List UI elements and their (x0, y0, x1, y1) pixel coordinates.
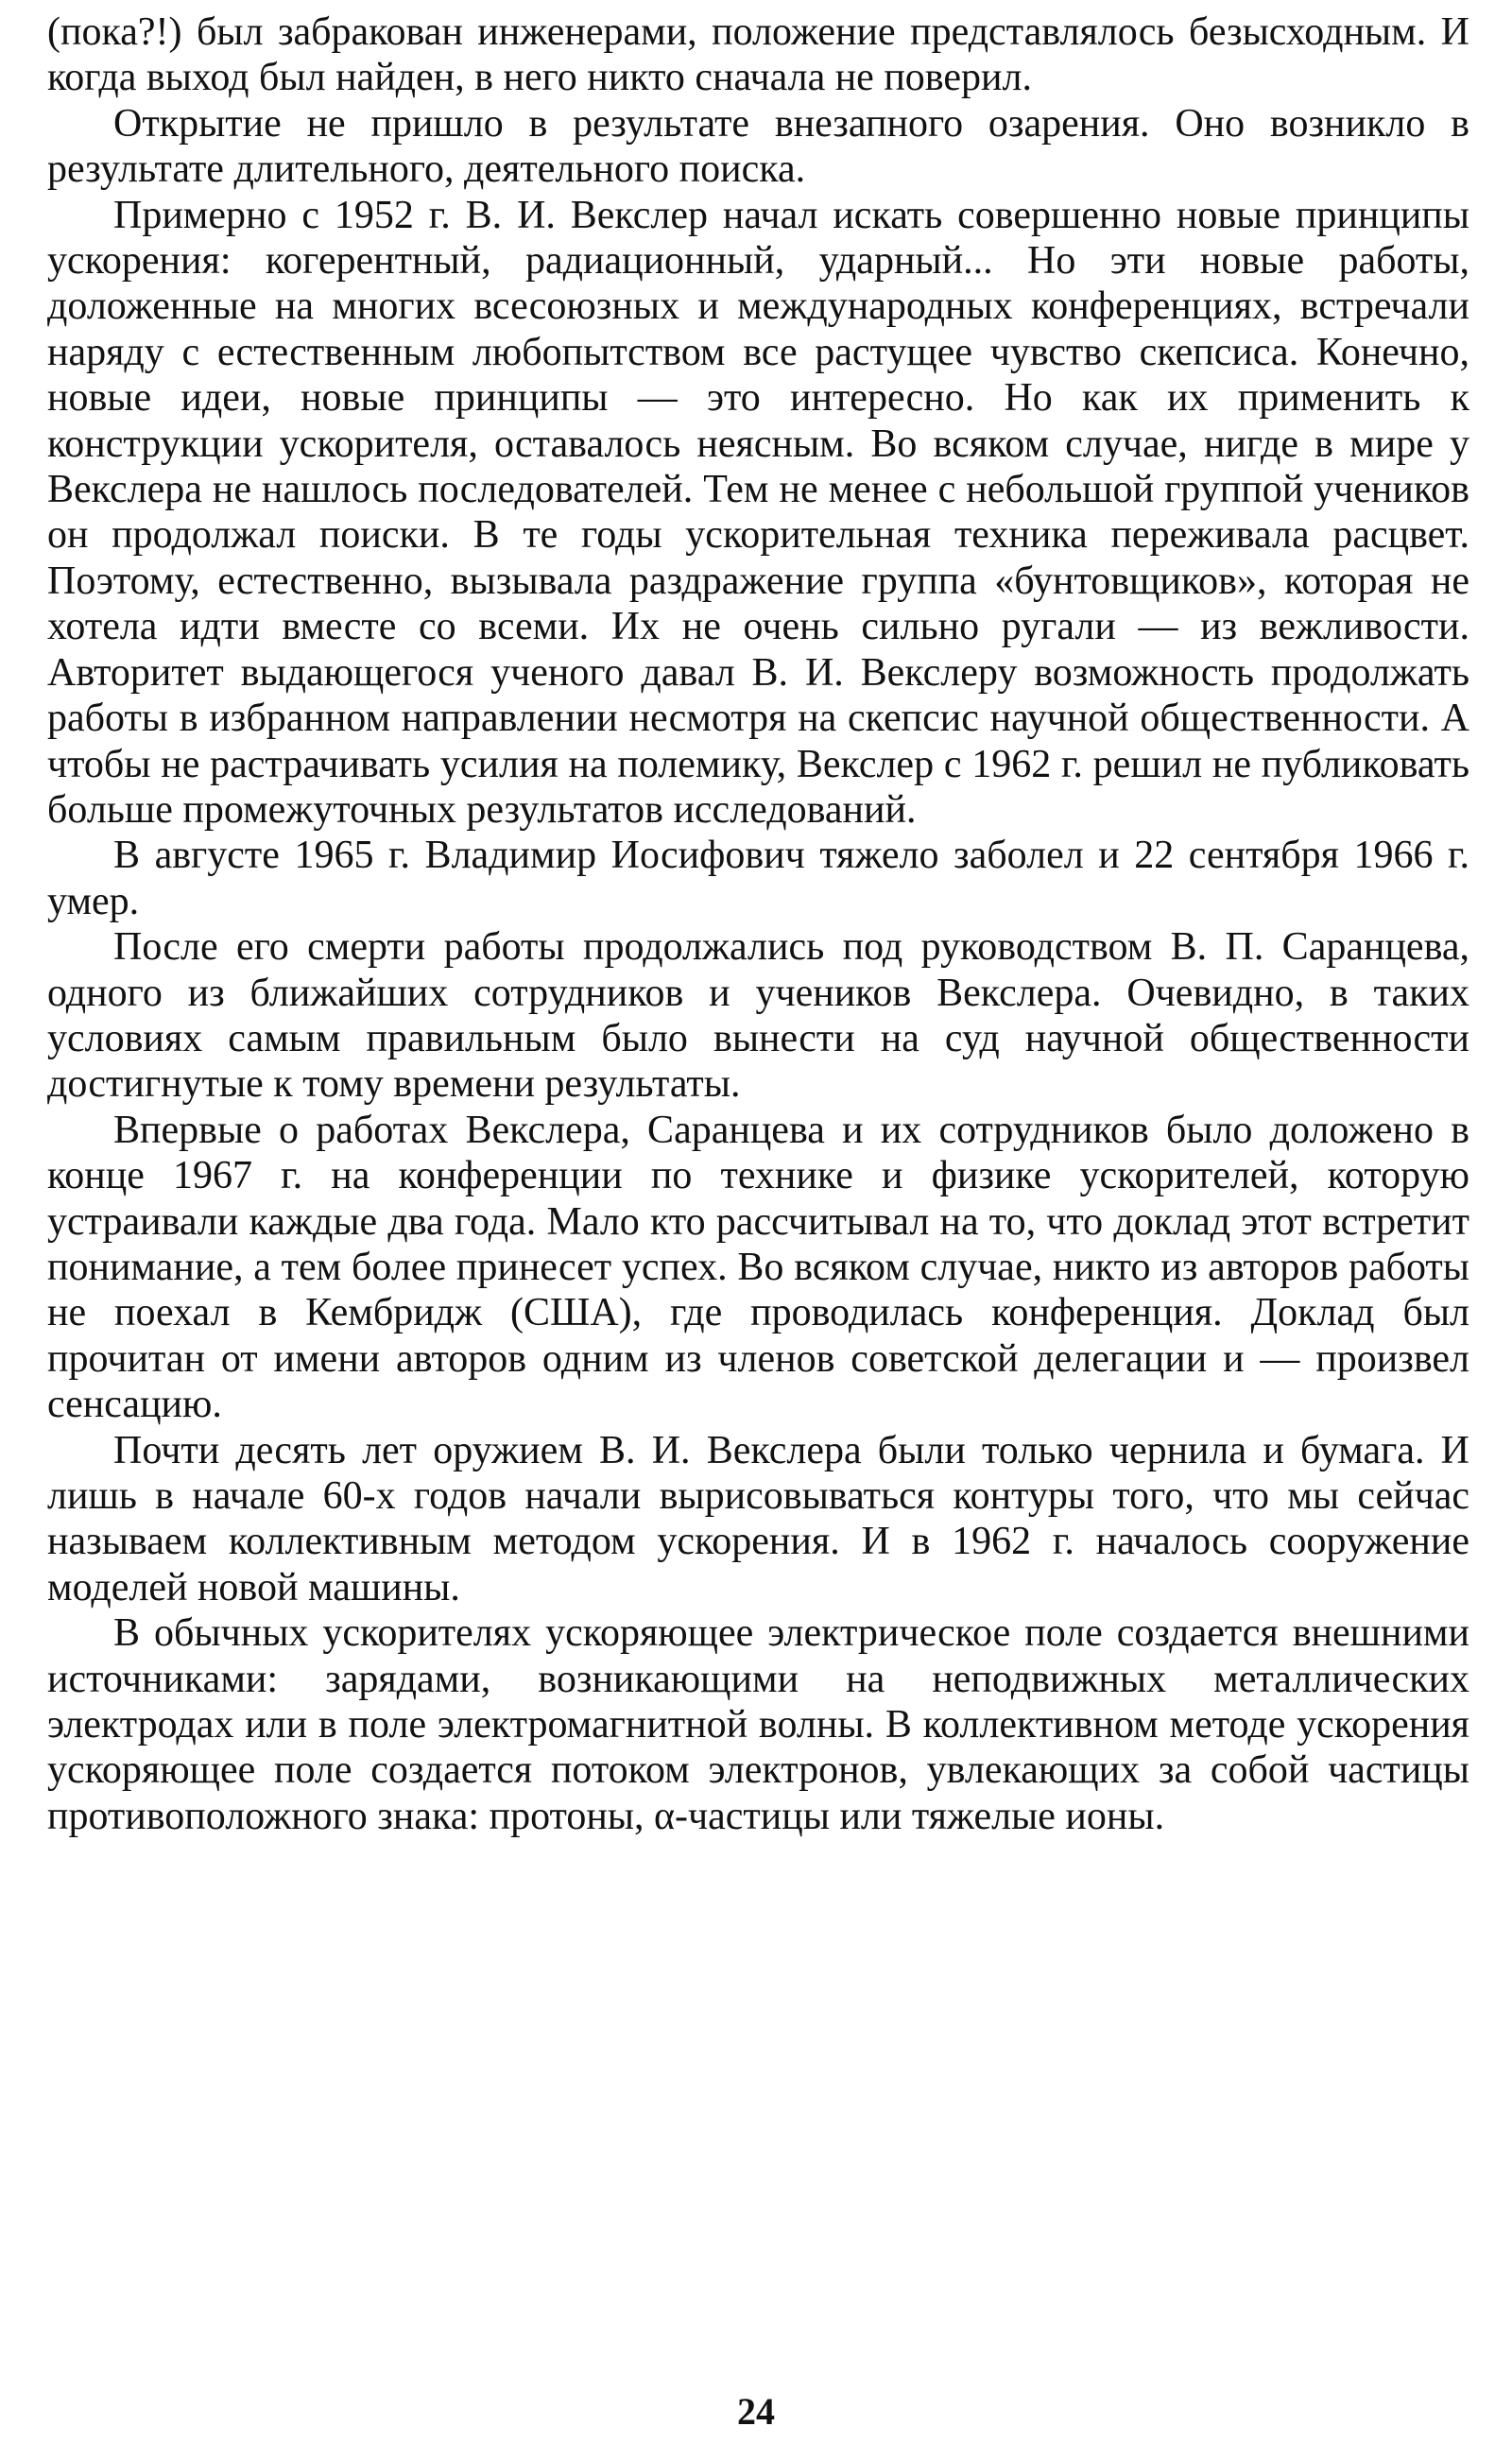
paragraph: В августе 1965 г. Владимир Иосифович тяжело заболел и 22 сентября 1966 г. умер. (47, 834, 1469, 923)
paragraph: Впервые о работах Векслера, Саранцева и их сотрудников было доложено в конце 1967 г. на конференции по технике и физике ускорителей, которую устраивали каждые два года. Мало кто рассчитывал на то, что доклад этот встретит понимание, а тем более принесет успех. Во всяком случае, никто из авторов работы не поехал в Кембридж (США), где проводилась конференция. Доклад был прочитан от имени авторов одним из членов советской делегации и — произвел сенсацию. (47, 1108, 1469, 1427)
paragraph-continuation: (пока?!) был забракован инженерами, положение представлялось безысходным. И когда выход был найден, в него никто сначала не поверил. (47, 10, 1469, 100)
page-number: 24 (737, 2390, 775, 2433)
paragraph: Примерно с 1952 г. В. И. Векслер начал искать совершенно новые принципы ускорения: когерентный, радиационный, ударный... Но эти новые работы, доложенные на многих всесоюзных и международных конференциях, встречали наряду с естественным любопытством все растущее чувство скепсиса. Конечно, новые идеи, новые принципы — это интересно. Но как их применить к конструкции ускорителя, оставалось неясным. Во всяком случае, нигде в мире у Векслера не нашлось последователей. Тем не менее с небольшой группой учеников он продолжал поиски. В те годы ускорительная техника переживала расцвет. Поэтому, естественно, вызывала раздражение группа «бунтовщиков», которая не хотела идти вместе со всеми. Их не очень сильно ругали — из вежливости. Авторитет выдающегося ученого давал В. И. Векслеру возможность продолжать работы в избранном направлении несмотря на скепсис научной общественности. А чтобы не растрачивать усилия на полемику, Векслер с 1962 г. решил не публиковать больше промежуточных результатов исследований. (47, 193, 1469, 832)
paragraph: Почти десять лет оружием В. И. Векслера были только чернила и бумага. И лишь в начале 60-х годов начали вырисовываться контуры того, что мы сейчас называем коллективным методом ускорения. И в 1962 г. началось сооружение моделей новой машины. (47, 1428, 1469, 1609)
paragraph: После его смерти работы продолжались под руководством В. П. Саранцева, одного из ближайших сотрудников и учеников Векслера. Очевидно, в таких условиях самым правильным было вынести на суд научной общественности достигнутые к тому времени результаты. (47, 925, 1469, 1107)
paragraph: Открытие не пришло в результате внезапного озарения. Оно возникло в результате длительного, деятельного поиска. (47, 101, 1469, 192)
paragraph: В обычных ускорителях ускоряющее электрическое поле создается внешними источниками: зарядами, возникающими на неподвижных металлических электродах или в поле электромагнитной волны. В коллективном методе ускорения ускоряющее поле создается потоком электронов, увлекающих за собой частицы противоположного знака: протоны, α-частицы или тяжелые ионы. (47, 1611, 1469, 1838)
document-page (47, 9, 1469, 1839)
